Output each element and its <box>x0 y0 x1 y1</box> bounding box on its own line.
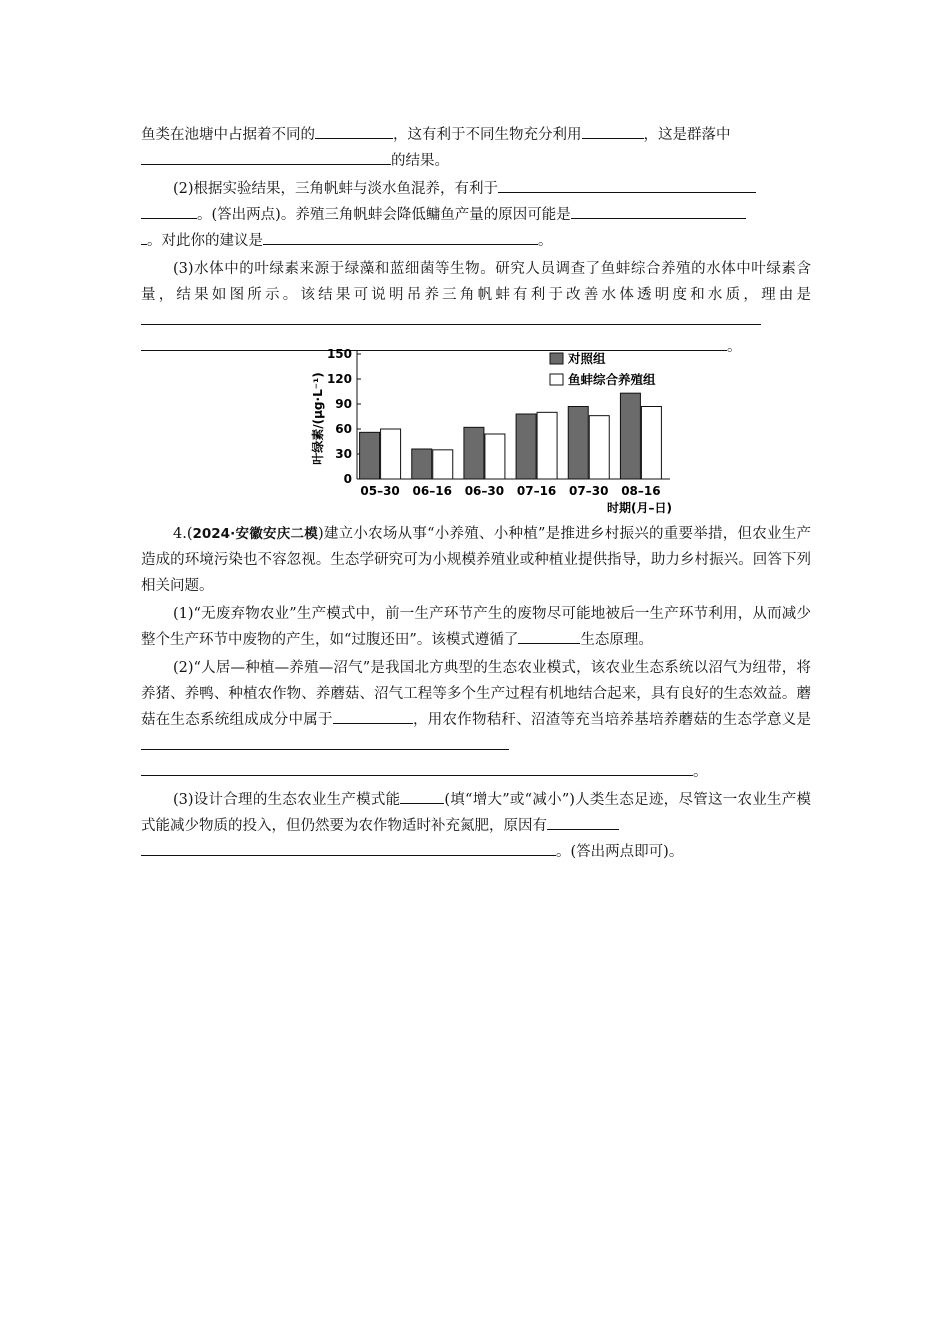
q4-text: 。(答出两点即可)。 <box>556 844 684 860</box>
q3-text: 。(答出两点)。养殖三角帆蚌会降低鳙鱼产量的原因可能是 <box>197 207 571 223</box>
q4-text: 生态原理。 <box>580 632 653 648</box>
legend-label: 鱼蚌综合养殖组 <box>568 372 656 387</box>
q4-text: (2)“人居—种植—养殖—沼气”是我国北方典型的生态农业模式，该农业生态系统以沼气为纽带，将养猪、养鸭、种植农作物、养蘑菇、沼气工程等多个生产过程有机地结合起来，具有良好的生态效益。蘑菇在生态系统组成成分中属于 <box>141 660 811 728</box>
bar-control <box>464 427 484 479</box>
x-tick-label: 05–30 <box>360 484 400 498</box>
bar-combined <box>485 434 505 479</box>
chart-svg <box>300 342 690 517</box>
bar-control <box>620 393 640 479</box>
bar-control <box>568 407 588 480</box>
y-tick-label: 90 <box>335 397 352 411</box>
q3-paragraph-1 <box>141 122 811 174</box>
y-tick-label: 150 <box>326 347 352 361</box>
q4-text: (3)设计合理的生态农业生产模式能 <box>173 792 401 808</box>
q3-text: ，这有利于不同生物充分利用 <box>393 127 582 143</box>
answer-blank[interactable] <box>400 788 444 804</box>
q4-paragraph-2 <box>141 655 811 785</box>
bar-combined <box>381 429 401 479</box>
x-tick-label: 06–16 <box>412 484 452 498</box>
answer-blank[interactable] <box>547 814 619 830</box>
x-axis-label: 时期(月–日) <box>607 501 672 515</box>
q3-text: (2)根据实验结果，三角帆蚌与淡水鱼混养，有利于 <box>173 181 499 197</box>
legend-swatch <box>550 353 563 364</box>
q3-text: 鱼类在池塘中占据着不同的 <box>141 127 315 143</box>
legend-label: 对照组 <box>568 351 606 366</box>
bar-combined <box>433 450 453 479</box>
chlorophyll-chart <box>300 342 690 517</box>
q4-text: 。 <box>693 764 708 780</box>
q4-text: (填“增大”或“减小”)人类生态足迹，尽管这一农业生产模式能减少物质的投入，但仍然要为农作物适时补充氮肥，原因有 <box>141 792 811 834</box>
q4-text: ，用农作物秸秆、沼渣等充当培养基培养蘑菇的生态学意义是 <box>412 712 811 728</box>
answer-blank[interactable] <box>141 149 391 165</box>
answer-blank[interactable] <box>263 229 538 245</box>
y-axis-label: 叶绿素/(μg·L⁻¹) <box>311 372 325 465</box>
q3-text: 。 <box>538 233 553 249</box>
question-4 <box>141 521 811 865</box>
question-source: 安徽安庆二模 <box>235 526 318 542</box>
y-tick-label: 30 <box>335 447 352 461</box>
y-tick-label: 60 <box>335 422 352 436</box>
x-tick-label: 08–16 <box>621 484 661 498</box>
q3-text: 。对此你的建议是 <box>147 233 263 249</box>
q3-text: ，这是群落中 <box>643 127 731 143</box>
question-year: 2024· <box>192 526 236 542</box>
x-tick-label: 07–16 <box>516 484 557 498</box>
answer-blank[interactable] <box>582 123 644 139</box>
q3-text: (3)水体中的叶绿素来源于绿藻和蓝细菌等生物。研究人员调查了鱼蚌综合养殖的水体中叶绿素含量，结果如图所示。该结果可说明吊养三角帆蚌有利于改善水体透明度和水质，理由是 <box>141 261 811 303</box>
bar-control <box>516 414 536 479</box>
answer-blank[interactable] <box>333 708 413 724</box>
q4-paragraph-1 <box>141 601 811 653</box>
y-tick-label: 0 <box>343 472 352 486</box>
answer-blank[interactable] <box>141 760 693 776</box>
answer-blank[interactable] <box>315 123 393 139</box>
bar-combined <box>589 416 609 479</box>
answer-blank[interactable] <box>518 628 580 644</box>
answer-blank[interactable] <box>141 309 761 325</box>
q3-text: 的结果。 <box>391 153 449 169</box>
q4-text: (1)“无废弃物农业”生产模式中，前一生产环节产生的废物尽可能地被后一生产环节利用，从而减少整个生产环节中废物的产生，如“过腹还田”。该模式遵循了 <box>141 606 811 648</box>
q4-paragraph-3 <box>141 787 811 865</box>
q3-text: 。 <box>727 339 742 355</box>
q4-text: )建立小农场从事“小养殖、小种植”是推进乡村振兴的重要举措，但农业生产造成的环境污染也不容忽视。生态学研究可为小规模养殖业或种植业提供指导，助力乡村振兴。回答下列相关问题。 <box>141 526 812 594</box>
answer-blank[interactable] <box>141 840 556 856</box>
document-body <box>141 122 811 360</box>
question-number: 4.( <box>173 526 193 542</box>
x-tick-label: 06–30 <box>464 484 505 498</box>
x-tick-label: 07–30 <box>569 484 609 498</box>
q3-paragraph-2 <box>141 176 811 254</box>
legend-swatch <box>550 374 563 385</box>
y-tick-label: 120 <box>326 372 352 386</box>
bar-combined <box>537 412 557 479</box>
bar-control <box>412 449 432 479</box>
answer-blank[interactable] <box>498 177 756 193</box>
bar-combined <box>641 407 661 480</box>
bar-control <box>360 432 380 479</box>
answer-blank[interactable] <box>141 734 509 750</box>
answer-blank[interactable] <box>571 203 746 219</box>
answer-blank[interactable] <box>141 203 197 219</box>
q4-intro <box>141 521 811 599</box>
